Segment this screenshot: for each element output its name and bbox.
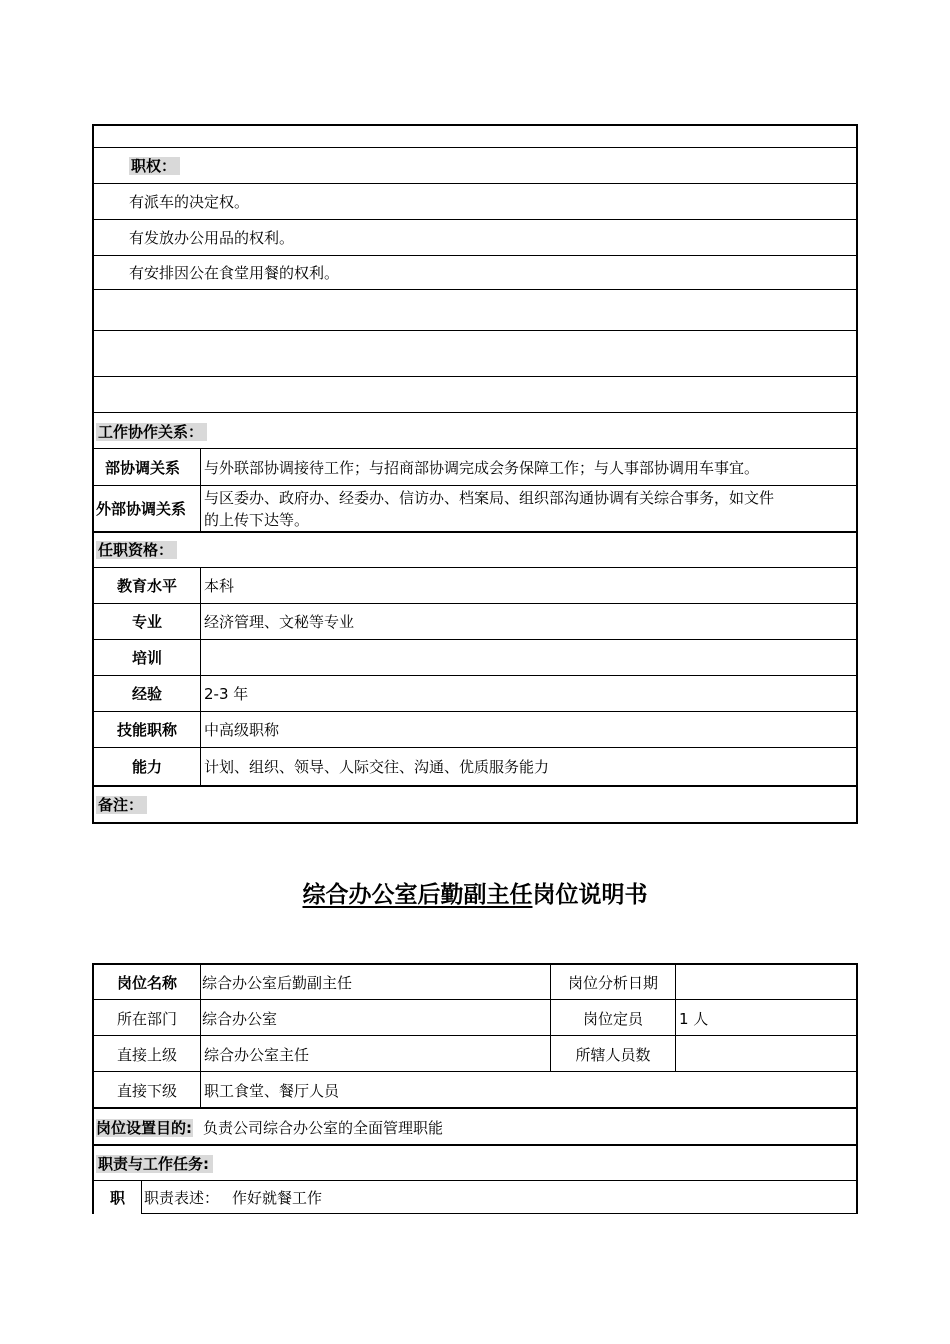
duty-description-value: 作好就餐工作 xyxy=(232,1189,323,1207)
qualification-label-experience: 经验 xyxy=(131,685,162,703)
superior-value: 综合办公室主任 xyxy=(204,1046,310,1064)
external-coordination-text: 的上传下达等。 xyxy=(204,511,310,529)
authority-item: 有安排因公在食堂用餐的权利。 xyxy=(129,264,340,282)
qualification-label-ability: 能力 xyxy=(131,758,162,776)
qualification-value-education: 本科 xyxy=(204,577,235,595)
authority-heading: 职权： xyxy=(129,157,180,175)
table-border xyxy=(92,963,858,965)
qualification-value-major: 经济管理、文秘等专业 xyxy=(204,613,355,631)
subordinates-label: 直接下级 xyxy=(116,1082,177,1100)
purpose-label: 岗位设置目的: xyxy=(96,1119,192,1137)
duties-heading: 职责与工作任务: xyxy=(96,1155,213,1173)
qualification-value-ability: 计划、组织、领导、人际交往、沟通、优质服务能力 xyxy=(204,758,550,776)
table-border xyxy=(856,963,858,1214)
title-underlined: 综合办公室后勤副主任 xyxy=(302,882,533,908)
subordinate-count-label: 所辖人员数 xyxy=(575,1046,651,1064)
qualification-value-skill-title: 中高级职称 xyxy=(204,721,280,739)
internal-coordination-text: 与外联部协调接待工作；与招商部协调完成会务保障工作；与人事部协调用车事宜。 xyxy=(204,459,760,477)
headcount-label: 岗位定员 xyxy=(582,1010,643,1028)
position-name-label: 岗位名称 xyxy=(116,974,177,992)
authority-item: 有发放办公用品的权利。 xyxy=(129,229,295,247)
qualifications-heading: 任职资格： xyxy=(96,541,177,559)
duty-side-label: 职 xyxy=(109,1189,125,1207)
department-value: 综合办公室 xyxy=(202,1010,278,1028)
qualification-label-skill-title: 技能职称 xyxy=(116,721,177,739)
duty-description-label: 职责表述： xyxy=(144,1189,220,1207)
superior-label: 直接上级 xyxy=(116,1046,177,1064)
position-name-value: 综合办公室后勤副主任 xyxy=(202,974,353,992)
external-coordination-label: 外部协调关系 xyxy=(96,500,187,518)
purpose-value: 负责公司综合办公室的全面管理职能 xyxy=(203,1119,444,1137)
remarks-heading: 备注： xyxy=(96,796,147,814)
page-title xyxy=(0,880,950,910)
internal-coordination-label: 部协调关系 xyxy=(105,459,181,477)
qualification-value-experience: 2-3 年 xyxy=(204,685,249,703)
table-border xyxy=(92,124,858,126)
title-rest: 岗位说明书 xyxy=(532,882,648,908)
department-label: 所在部门 xyxy=(116,1010,177,1028)
cooperation-heading: 工作协作关系： xyxy=(96,423,207,441)
table-border xyxy=(92,822,858,824)
authority-item: 有派车的决定权。 xyxy=(129,193,250,211)
table-border xyxy=(856,124,858,824)
headcount-value: 1 人 xyxy=(679,1010,709,1028)
qualification-label-education: 教育水平 xyxy=(116,577,177,595)
analysis-date-label: 岗位分析日期 xyxy=(567,974,658,992)
external-coordination-text: 与区委办、政府办、经委办、信访办、档案局、组织部沟通协调有关综合事务，如文件 xyxy=(204,489,775,507)
qualification-label-major: 专业 xyxy=(131,613,162,631)
table-border xyxy=(92,124,94,824)
subordinates-value: 职工食堂、餐厅人员 xyxy=(204,1082,340,1100)
qualification-label-training: 培训 xyxy=(131,649,162,667)
